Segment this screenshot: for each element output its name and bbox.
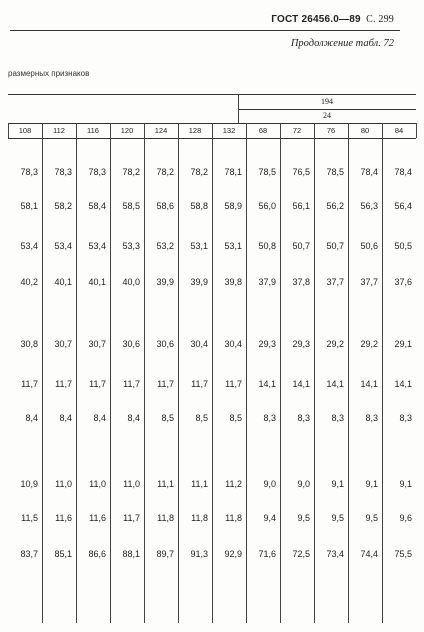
table-cell: 39,8 xyxy=(224,277,242,287)
table-continuation-label: Продолжение табл. 72 xyxy=(290,38,394,49)
table-cell: 40,1 xyxy=(88,277,106,287)
table-cell: 78,1 xyxy=(224,167,242,177)
table-cell: 39,9 xyxy=(190,277,208,287)
column-header: 76 xyxy=(326,126,336,135)
table-cell: 91,3 xyxy=(190,549,208,559)
table-cell: 29,3 xyxy=(258,339,276,349)
table-cell: 50,7 xyxy=(326,241,344,251)
table-cell: 11,7 xyxy=(89,379,106,389)
table-cell: 78,4 xyxy=(360,167,378,177)
column-rule xyxy=(382,123,383,623)
table-cell: 8,5 xyxy=(229,413,242,423)
table-cell: 11,2 xyxy=(225,479,242,489)
table-cell: 37,6 xyxy=(394,277,412,287)
column-header: 68 xyxy=(258,126,268,135)
table-cell: 11,7 xyxy=(225,379,242,389)
table-cell: 8,4 xyxy=(127,413,140,423)
table-cell: 56,2 xyxy=(326,201,344,211)
table-cell: 40,2 xyxy=(20,277,38,287)
table-cell: 58,9 xyxy=(224,201,242,211)
table-cell: 53,4 xyxy=(54,241,72,251)
header-rule xyxy=(10,30,400,31)
table-cell: 56,3 xyxy=(360,201,378,211)
table-cell: 14,1 xyxy=(326,379,344,389)
table-cell: 11,8 xyxy=(225,513,242,523)
table-cell: 86,6 xyxy=(88,549,106,559)
table-cell: 76,5 xyxy=(292,167,310,177)
column-header: 80 xyxy=(360,126,370,135)
table-cell: 9,0 xyxy=(297,479,310,489)
table-cell: 85,1 xyxy=(54,549,72,559)
table-cell: 58,6 xyxy=(156,201,174,211)
table-cell: 11,7 xyxy=(191,379,208,389)
column-rule xyxy=(76,123,77,623)
table-cell: 8,5 xyxy=(195,413,208,423)
table-cell: 78,3 xyxy=(20,167,38,177)
table-cell: 37,8 xyxy=(292,277,310,287)
table-cell: 9,5 xyxy=(297,513,310,523)
column-header: 72 xyxy=(292,126,302,135)
table-cell: 11,7 xyxy=(157,379,174,389)
table-cell: 14,1 xyxy=(394,379,412,389)
column-header: 84 xyxy=(394,126,404,135)
table-cell: 11,7 xyxy=(123,513,140,523)
table-cell: 30,7 xyxy=(54,339,72,349)
table-cell: 29,2 xyxy=(360,339,378,349)
table-cell: 40,0 xyxy=(122,277,140,287)
table-cell: 58,8 xyxy=(190,201,208,211)
table-cell: 30,6 xyxy=(156,339,174,349)
table-cell: 29,3 xyxy=(292,339,310,349)
table-cell: 11,7 xyxy=(55,379,72,389)
table-cell: 78,2 xyxy=(122,167,140,177)
column-rule xyxy=(314,123,315,623)
table-cell: 29,2 xyxy=(326,339,344,349)
column-header: 112 xyxy=(53,126,65,135)
table-cell: 78,5 xyxy=(326,167,344,177)
table-cell: 37,9 xyxy=(258,277,276,287)
table-cell: 9,4 xyxy=(263,513,276,523)
column-rule xyxy=(246,123,247,623)
table-cell: 8,5 xyxy=(161,413,174,423)
table-cell: 78,3 xyxy=(88,167,106,177)
table-cell: 37,7 xyxy=(360,277,378,287)
table-cell: 78,2 xyxy=(190,167,208,177)
table-cell: 8,4 xyxy=(25,413,38,423)
table-cell: 11,8 xyxy=(157,513,174,523)
table-cell: 73,4 xyxy=(326,549,344,559)
table-cell: 14,1 xyxy=(258,379,276,389)
table-cell: 39,9 xyxy=(156,277,174,287)
table-cell: 11,8 xyxy=(191,513,208,523)
table-cell: 14,1 xyxy=(292,379,310,389)
table-cell: 11,1 xyxy=(157,479,174,489)
table-cell: 9,5 xyxy=(365,513,378,523)
column-header: 124 xyxy=(154,126,168,135)
table-top-rule xyxy=(8,94,416,95)
table-cell: 56,0 xyxy=(258,201,276,211)
table-cell: 30,6 xyxy=(122,339,140,349)
table-cell: 88,1 xyxy=(122,549,140,559)
table-cell: 29,1 xyxy=(394,339,412,349)
table-cell: 11,7 xyxy=(21,379,38,389)
table-cell: 8,3 xyxy=(297,413,310,423)
table-cell: 71,6 xyxy=(258,549,276,559)
table-cell: 58,1 xyxy=(20,201,38,211)
table-cell: 74,4 xyxy=(360,549,378,559)
table-cell: 50,7 xyxy=(292,241,310,251)
table-cell: 78,3 xyxy=(54,167,72,177)
table-cell: 9,6 xyxy=(399,513,412,523)
table-cell: 11,7 xyxy=(123,379,140,389)
table-cell: 11,0 xyxy=(55,479,72,489)
standard-number: ГОСТ 26456.0—89 xyxy=(271,14,361,25)
table-cell: 40,1 xyxy=(54,277,72,287)
table-cell: 50,5 xyxy=(394,241,412,251)
table-cell: 9,5 xyxy=(331,513,344,523)
table-cell: 8,3 xyxy=(263,413,276,423)
table-cell: 30,8 xyxy=(20,339,38,349)
table-cell: 83,7 xyxy=(20,549,38,559)
page-number: С. 299 xyxy=(366,14,394,25)
table-cell: 72,5 xyxy=(292,549,310,559)
table-cell: 53,1 xyxy=(224,241,242,251)
table-cell: 9,1 xyxy=(399,479,412,489)
table-caption: размерных признаков xyxy=(8,69,90,78)
table-cell: 14,1 xyxy=(360,379,378,389)
column-header: 108 xyxy=(18,126,32,135)
table-cell: 30,4 xyxy=(224,339,242,349)
table-cell: 78,2 xyxy=(156,167,174,177)
group-label-sub: 24 xyxy=(323,111,331,120)
column-rule xyxy=(178,123,179,623)
table-cell: 50,8 xyxy=(258,241,276,251)
table-cell: 11,0 xyxy=(123,479,140,489)
column-rule xyxy=(348,123,349,623)
table-cell: 9,1 xyxy=(331,479,344,489)
group-rule xyxy=(238,109,416,110)
table-cell: 92,9 xyxy=(224,549,242,559)
column-rule xyxy=(280,123,281,623)
table-cell: 53,3 xyxy=(122,241,140,251)
table-cell: 9,1 xyxy=(365,479,378,489)
table-cell: 50,6 xyxy=(360,241,378,251)
column-header: 128 xyxy=(188,126,202,135)
column-rule xyxy=(212,123,213,623)
table-cell: 58,2 xyxy=(54,201,72,211)
page-header xyxy=(271,14,394,25)
table-cell: 11,1 xyxy=(191,479,208,489)
table-cell: 8,4 xyxy=(93,413,106,423)
table-cell: 8,4 xyxy=(59,413,72,423)
table-cell: 11,6 xyxy=(55,513,72,523)
column-rule xyxy=(144,123,145,623)
column-rule xyxy=(42,123,43,623)
table-cell: 53,1 xyxy=(190,241,208,251)
column-header: 120 xyxy=(120,126,134,135)
table-cell: 37,7 xyxy=(326,277,344,287)
column-rule xyxy=(110,123,111,623)
table-cell: 53,2 xyxy=(156,241,174,251)
table-cell: 11,6 xyxy=(89,513,106,523)
table-cell: 30,4 xyxy=(190,339,208,349)
column-rule xyxy=(416,123,417,138)
table-cell: 11,0 xyxy=(89,479,106,489)
table-cell: 8,3 xyxy=(399,413,412,423)
group-label-top: 194 xyxy=(321,97,333,106)
table-cell: 11,5 xyxy=(21,513,38,523)
table-cell: 56,1 xyxy=(292,201,310,211)
table-cell: 30,7 xyxy=(88,339,106,349)
table-cell: 53,4 xyxy=(20,241,38,251)
column-header: 132 xyxy=(222,126,236,135)
table-cell: 9,0 xyxy=(263,479,276,489)
table-cell: 53,4 xyxy=(88,241,106,251)
column-header: 116 xyxy=(87,126,99,135)
table-cell: 8,3 xyxy=(331,413,344,423)
table-cell: 75,5 xyxy=(394,549,412,559)
table-cell: 78,5 xyxy=(258,167,276,177)
table-cell: 56,4 xyxy=(394,201,412,211)
table-cell: 89,7 xyxy=(156,549,174,559)
table-cell: 10,9 xyxy=(20,479,38,489)
table-cell: 58,5 xyxy=(122,201,140,211)
table-cell: 78,4 xyxy=(394,167,412,177)
table-cell: 58,4 xyxy=(88,201,106,211)
table-cell: 8,3 xyxy=(365,413,378,423)
